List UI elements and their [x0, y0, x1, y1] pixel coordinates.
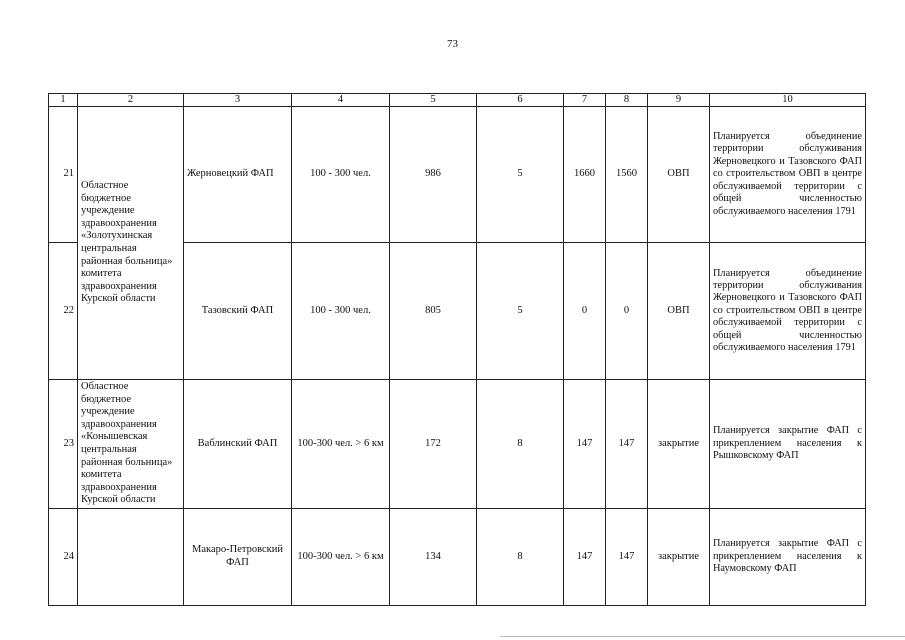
col8-value: 0	[606, 243, 648, 380]
col8-value: 147	[606, 380, 648, 509]
col7-value: 147	[564, 508, 606, 605]
table-row	[49, 508, 866, 605]
page-number: 73	[447, 38, 458, 50]
col9-value: ОВП	[648, 107, 710, 243]
col5-value: 986	[390, 107, 477, 243]
fap-name: Макаро-Петровский ФАП	[184, 508, 292, 605]
row-number: 21	[49, 107, 78, 243]
col9-value: закрытие	[648, 508, 710, 605]
row-number: 22	[49, 243, 78, 380]
col5-value: 172	[390, 380, 477, 509]
header-cell: 1	[49, 94, 78, 107]
page-edge-line	[500, 636, 905, 637]
col5-value: 805	[390, 243, 477, 380]
fap-name: Жерновецкий ФАП	[184, 107, 292, 243]
capacity-cell: 100 - 300 чел.	[292, 107, 390, 243]
col8-value: 147	[606, 508, 648, 605]
header-cell: 8	[606, 94, 648, 107]
col6-value: 8	[477, 380, 564, 509]
col7-value: 0	[564, 243, 606, 380]
organization-cell-continued	[78, 508, 184, 605]
col8-value: 1560	[606, 107, 648, 243]
fap-name: Тазовский ФАП	[184, 243, 292, 380]
header-cell: 9	[648, 94, 710, 107]
table-row	[49, 107, 866, 243]
fap-name: Ваблинский ФАП	[184, 380, 292, 509]
capacity-cell: 100-300 чел. > 6 км	[292, 508, 390, 605]
capacity-cell: 100 - 300 чел.	[292, 243, 390, 380]
table-row	[49, 380, 866, 509]
header-cell: 4	[292, 94, 390, 107]
col9-value: ОВП	[648, 243, 710, 380]
header-row	[49, 94, 866, 107]
header-cell: 10	[710, 94, 866, 107]
header-cell: 5	[390, 94, 477, 107]
header-cell: 3	[184, 94, 292, 107]
col6-value: 8	[477, 508, 564, 605]
note-cell: Планируется объединение территории обслуживания Жерновецкого и Тазовского ФАП со строительством ОВП в центре обслуживаемой территории с общей численностью обслуживаемого населения 1791	[710, 107, 866, 243]
col7-value: 147	[564, 380, 606, 509]
col7-value: 1660	[564, 107, 606, 243]
header-cell: 6	[477, 94, 564, 107]
header-cell: 7	[564, 94, 606, 107]
col9-value: закрытие	[648, 380, 710, 509]
note-cell: Планируется закрытие ФАП с прикреплением населения к Рышковскому ФАП	[710, 380, 866, 509]
capacity-cell: 100-300 чел. > 6 км	[292, 380, 390, 509]
row-number: 23	[49, 380, 78, 509]
note-cell: Планируется закрытие ФАП с прикреплением населения к Наумовскому ФАП	[710, 508, 866, 605]
col5-value: 134	[390, 508, 477, 605]
fap-table	[48, 93, 866, 606]
header-cell: 2	[78, 94, 184, 107]
col6-value: 5	[477, 243, 564, 380]
row-number: 24	[49, 508, 78, 605]
col6-value: 5	[477, 107, 564, 243]
organization-cell: Областное бюджетное учреждение здравоохранения «Конышевская центральная районная больница» комитета здравоохранения Курской области	[78, 380, 184, 509]
organization-cell: Областное бюджетное учреждение здравоохранения «Золотухинская центральная районная больница» комитета здравоохранения Курской области	[78, 107, 184, 380]
note-cell: Планируется объединение территории обслуживания Жерновецкого и Тазовского ФАП со строительством ОВП в центре обслуживаемой территории с общей численностью обслуживаемого населения 1791	[710, 243, 866, 380]
